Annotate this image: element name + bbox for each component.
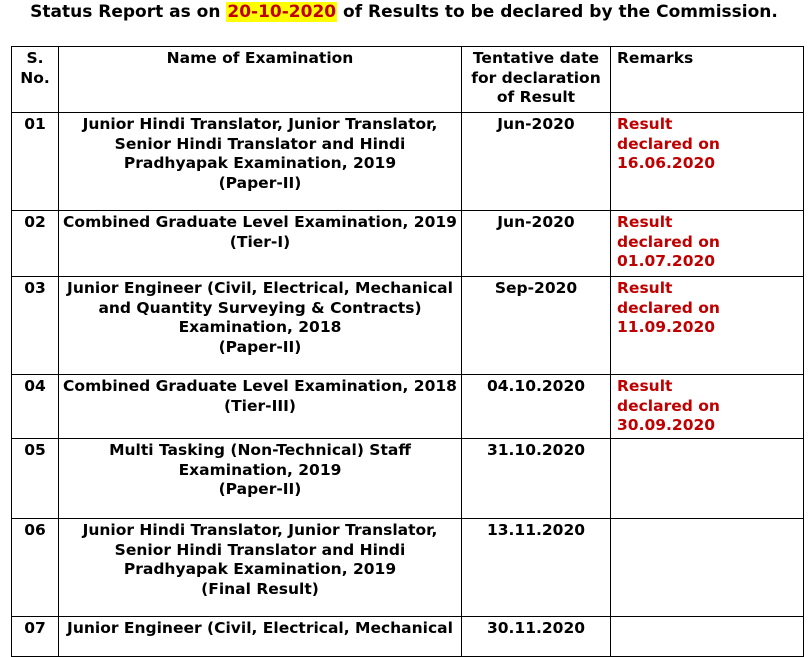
table-row	[12, 277, 804, 375]
page-title	[0, 1, 808, 23]
row-exam-name: Multi Tasking (Non-Technical) Staff Examination, 2019 (Paper-II)	[59, 439, 462, 519]
row-tentative-date: Sep-2020	[462, 277, 611, 375]
row-tentative-date: 04.10.2020	[462, 375, 611, 439]
row-sno: 05	[12, 439, 59, 519]
title-suffix: of Results to be declared by the Commission.	[337, 2, 778, 22]
row-remarks	[611, 519, 804, 617]
row-sno: 03	[12, 277, 59, 375]
row-sno: 01	[12, 113, 59, 211]
column-header-name: Name of Examination	[59, 47, 462, 113]
row-exam-name: Junior Hindi Translator, Junior Translator, Senior Hindi Translator and Hindi Pradhyapak Examination, 2019 (Paper-II)	[59, 113, 462, 211]
title-prefix: Status Report as on	[30, 2, 227, 22]
row-tentative-date: 30.11.2020	[462, 617, 611, 657]
row-exam-name: Junior Hindi Translator, Junior Translator, Senior Hindi Translator and Hindi Pradhyapak Examination, 2019 (Final Result)	[59, 519, 462, 617]
table-row	[12, 617, 804, 657]
row-exam-name: Junior Engineer (Civil, Electrical, Mechanical and Quantity Surveying & Contracts) Examination, 2018 (Paper-II)	[59, 277, 462, 375]
row-remarks	[611, 439, 804, 519]
row-sno: 07	[12, 617, 59, 657]
column-header-sno: S. No.	[12, 47, 59, 113]
row-tentative-date: 13.11.2020	[462, 519, 611, 617]
row-sno: 04	[12, 375, 59, 439]
table-row	[12, 375, 804, 439]
table-row	[12, 519, 804, 617]
row-sno: 02	[12, 211, 59, 277]
column-header-date: Tentative date for declaration of Result	[462, 47, 611, 113]
table-row	[12, 113, 804, 211]
row-exam-name: Combined Graduate Level Examination, 2019 (Tier-I)	[59, 211, 462, 277]
row-sno: 06	[12, 519, 59, 617]
table-header-row	[12, 47, 804, 113]
row-remarks	[611, 617, 804, 657]
column-header-remarks: Remarks	[611, 47, 804, 113]
table-row	[12, 439, 804, 519]
table-row	[12, 211, 804, 277]
row-remarks: Result declared on 16.06.2020	[611, 113, 804, 211]
title-date-highlight: 20-10-2020	[227, 2, 337, 22]
row-exam-name: Combined Graduate Level Examination, 2018 (Tier-III)	[59, 375, 462, 439]
row-tentative-date: Jun-2020	[462, 113, 611, 211]
results-status-table	[11, 46, 804, 657]
row-tentative-date: 31.10.2020	[462, 439, 611, 519]
row-remarks: Result declared on 01.07.2020	[611, 211, 804, 277]
row-remarks: Result declared on 11.09.2020	[611, 277, 804, 375]
row-exam-name: Junior Engineer (Civil, Electrical, Mechanical	[59, 617, 462, 657]
row-remarks: Result declared on 30.09.2020	[611, 375, 804, 439]
row-tentative-date: Jun-2020	[462, 211, 611, 277]
